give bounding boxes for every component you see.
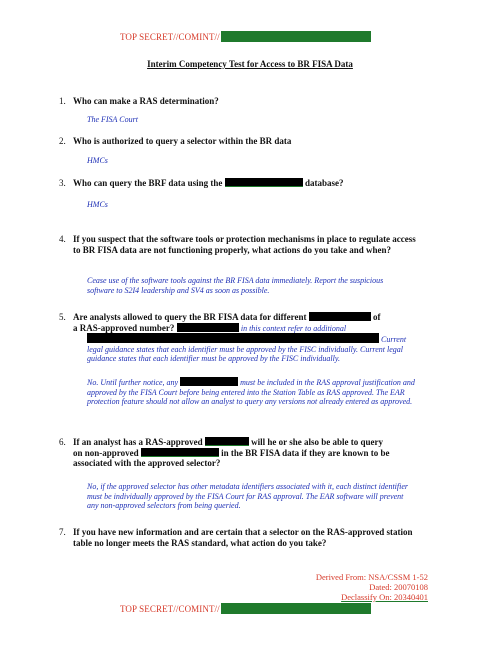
- answer-text: No. Until further notice, any: [87, 378, 179, 387]
- question-number: 2.: [59, 136, 66, 146]
- question-text: Who can make a RAS determination?: [73, 96, 219, 106]
- question-text-cont: will he or she also be able to query: [251, 437, 383, 447]
- redaction-block: [205, 437, 249, 446]
- question-text: If you suspect that the software tools or protection mechanisms in place to regulate access to BR FISA data are not functioning properly, what actions do you take and when?: [73, 234, 416, 255]
- question-3: [59, 178, 418, 189]
- answer-6: No, if the approved selector has other metadata identifiers associated with it, each distinct identifier must be individually approved by the FISA Court for RAS approval. The EAR software will prevent any non-approved selectors from being queried.: [87, 482, 408, 510]
- question-number: 4.: [59, 234, 66, 244]
- question-text: If an analyst has a RAS-approved: [73, 437, 203, 447]
- answer-5: [87, 333, 417, 364]
- redaction-block: [225, 178, 303, 187]
- answer-2: HMCs: [87, 156, 108, 165]
- question-number: 7.: [59, 527, 66, 537]
- answer-3: HMCs: [87, 200, 108, 209]
- question-4: [59, 234, 418, 255]
- question-7: [59, 527, 418, 548]
- declassification-block: [316, 572, 428, 602]
- redaction-block: [180, 377, 238, 386]
- question-5: [59, 312, 418, 333]
- redaction-bar: [221, 603, 371, 614]
- question-text-cont: of: [373, 312, 381, 322]
- derived-from: Derived From: NSA/CSSM 1-52: [315, 572, 428, 582]
- question-text: Who is authorized to query a selector within the BR data: [73, 136, 292, 146]
- classification-text: TOP SECRET//COMINT//: [120, 32, 220, 42]
- classification-banner-top: [120, 31, 371, 42]
- redaction-block: [309, 312, 371, 321]
- question-text-line2: a RAS-approved number?: [73, 322, 175, 333]
- dated: Dated: 20070108: [369, 582, 428, 592]
- question-text: Are analysts allowed to query the BR FISA data for different: [73, 312, 307, 322]
- question-text-cont: in the BR FISA data if they are known to be associated with the approved selector?: [73, 447, 390, 468]
- document-title: Interim Competency Test for Access to BR FISA Data: [147, 59, 353, 69]
- question-text-cont: database?: [304, 178, 344, 188]
- question-number: 3.: [59, 178, 66, 188]
- answer-4: Cease use of the software tools against the BR FISA data immediately. Report the suspicious software to S2I4 leadership and SV4 as soon as possible.: [87, 276, 384, 295]
- classification-banner-bottom: [120, 603, 371, 614]
- question-text-line2: on non-approved: [73, 447, 139, 458]
- question-text: Who can query the BRF data using the: [73, 178, 223, 188]
- redaction-bar: [221, 31, 371, 42]
- redaction-block: [177, 323, 239, 332]
- answer-text: legal guidance states that each identifier must be approved by the FISC individually. Current legal guidance states that each identifier must be approved by the FISC individually.: [87, 344, 404, 363]
- answer-inline: in this context refer to additional: [240, 323, 347, 333]
- question-text: If you have new information and are certain that a selector on the RAS-approved station table no longer meets the RAS standard, what action do you take?: [73, 527, 413, 548]
- answer-text: must be included in the RAS approval justification and approved by the FISA Court before being entered into the Station Table as RAS approved. The EAR protection feature should not allow an analyst to query any versions not already entered as approved.: [87, 378, 415, 406]
- answer-1: The FISA Court: [87, 115, 138, 124]
- declassify-on: Declassify On: 20340401: [341, 592, 428, 602]
- question-number: 1.: [59, 96, 66, 106]
- redaction-block: [141, 448, 219, 457]
- question-1: [59, 96, 418, 107]
- question-2: [59, 136, 418, 147]
- classification-text: TOP SECRET//COMINT//: [120, 604, 220, 614]
- question-number: 6.: [59, 437, 66, 447]
- question-6: [59, 437, 418, 469]
- redaction-block: [87, 333, 379, 343]
- question-number: 5.: [59, 312, 66, 322]
- answer-5b: [87, 377, 417, 407]
- answer-text: Current: [381, 335, 407, 344]
